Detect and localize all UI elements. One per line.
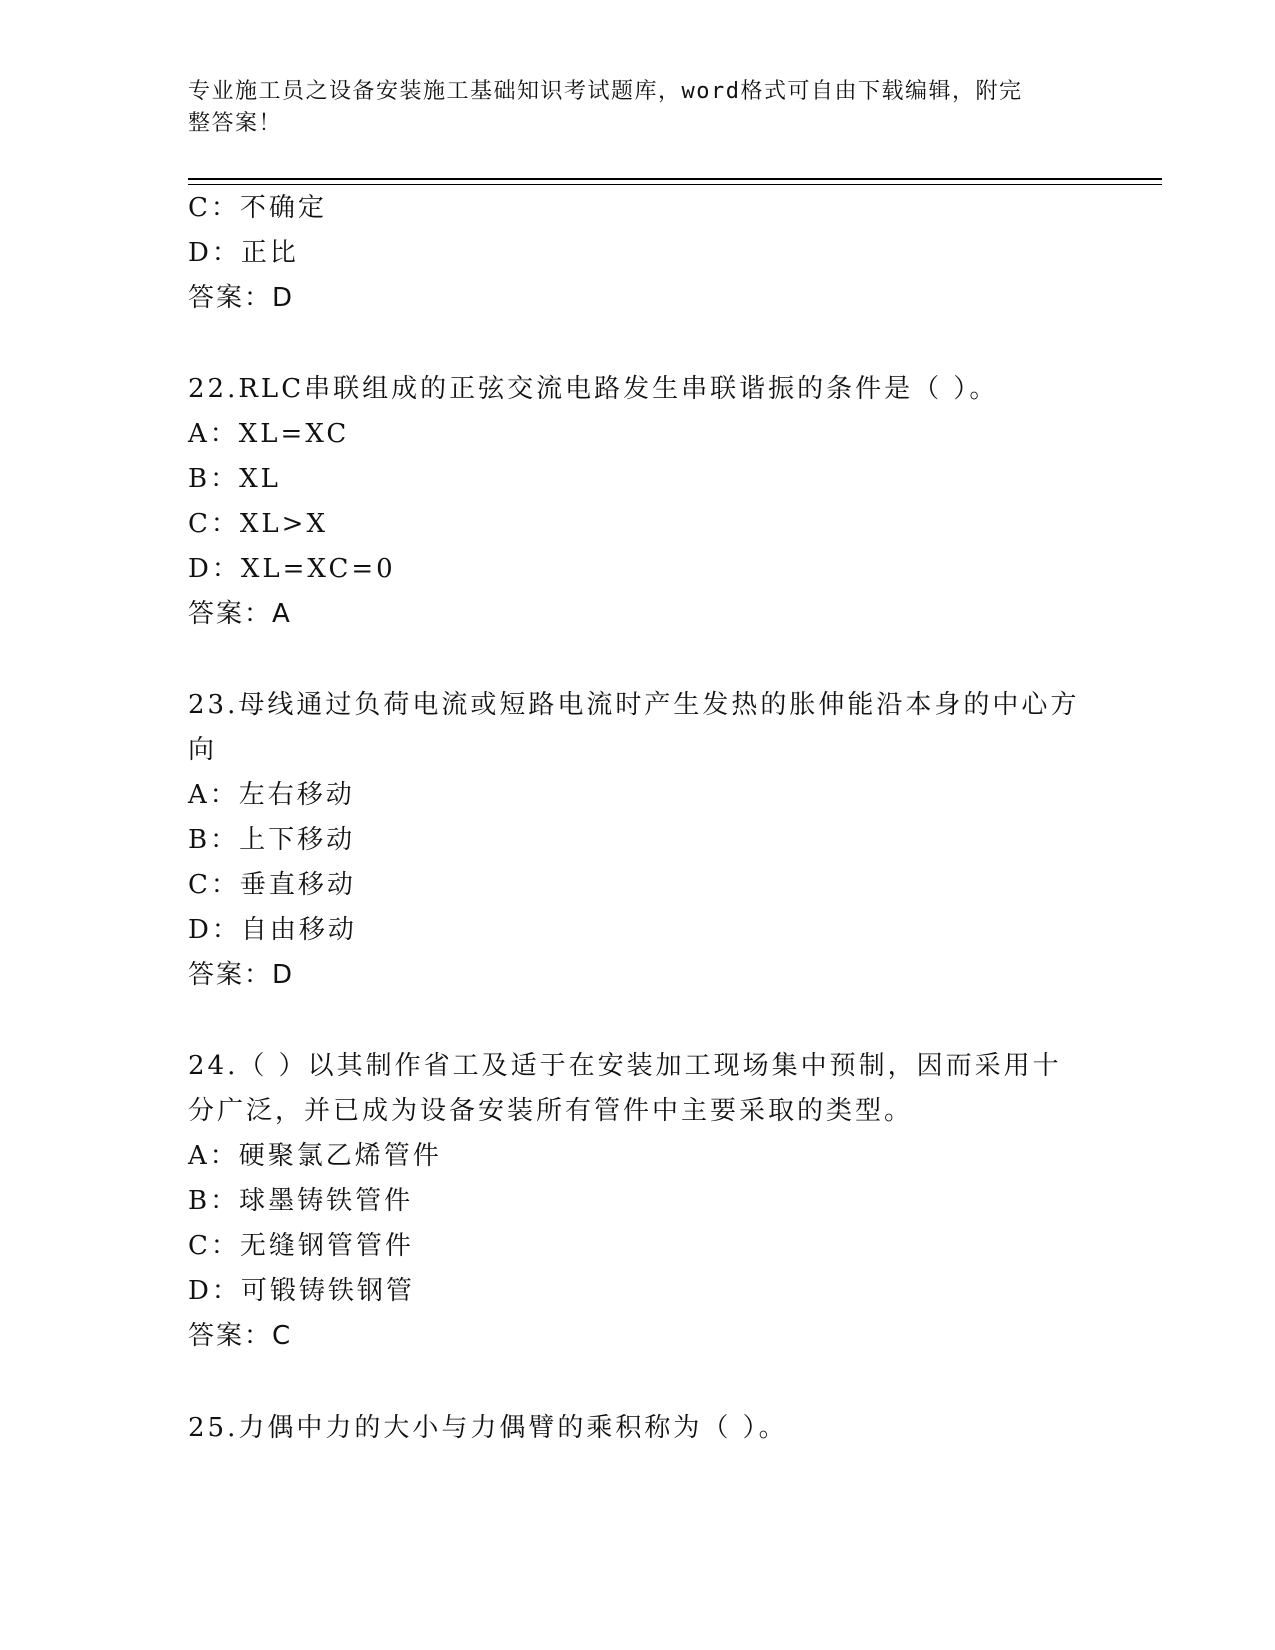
question-23-text-cont: 向 [188, 735, 218, 765]
option-c: C：垂直移动 [188, 870, 356, 900]
option-a: A：硬聚氯乙烯管件 [188, 1141, 442, 1171]
question-22-text: 22.RLC串联组成的正弦交流电路发生串联谐振的条件是（ ）。 [188, 374, 999, 404]
answer-line: 答案：C [188, 1321, 293, 1351]
question-23-text: 23.母线通过负荷电流或短路电流时产生发热的胀伸能沿本身的中心方 [188, 690, 1080, 720]
header-line-1: 专业施工员之设备安装施工基础知识考试题库，word格式可自由下载编辑，附完 [188, 79, 1023, 104]
option-b: B：XL [188, 464, 281, 494]
option-a: A：左右移动 [188, 780, 355, 810]
option-d: D：XL=XC=0 [188, 554, 396, 584]
option-c: C：不确定 [188, 193, 327, 223]
document-header [188, 76, 1068, 140]
header-rule-thin [188, 184, 1162, 185]
question-24-text-cont: 分广泛，并已成为设备安装所有管件中主要采取的类型。 [188, 1096, 914, 1126]
option-d: D：可锻铸铁钢管 [188, 1276, 415, 1306]
option-d: D：自由移动 [188, 915, 357, 945]
answer-line: 答案：D [188, 960, 295, 990]
header-rule-thick [188, 178, 1162, 180]
answer-line: 答案：D [188, 283, 295, 313]
option-d: D：正比 [188, 238, 299, 268]
option-c: C：XL>X [188, 509, 328, 539]
question-25-text: 25.力偶中力的大小与力偶臂的乘积称为（ ）。 [188, 1413, 788, 1443]
option-b: B：球墨铸铁管件 [188, 1186, 414, 1216]
option-a: A：XL=XC [188, 419, 350, 449]
option-b: B：上下移动 [188, 825, 356, 855]
header-line-2: 整答案！ [188, 111, 283, 136]
question-24-text: 24.（ ）以其制作省工及适于在安装加工现场集中预制，因而采用十 [188, 1051, 1062, 1081]
answer-line: 答案：A [188, 599, 292, 629]
option-c: C：无缝钢管管件 [188, 1231, 414, 1261]
